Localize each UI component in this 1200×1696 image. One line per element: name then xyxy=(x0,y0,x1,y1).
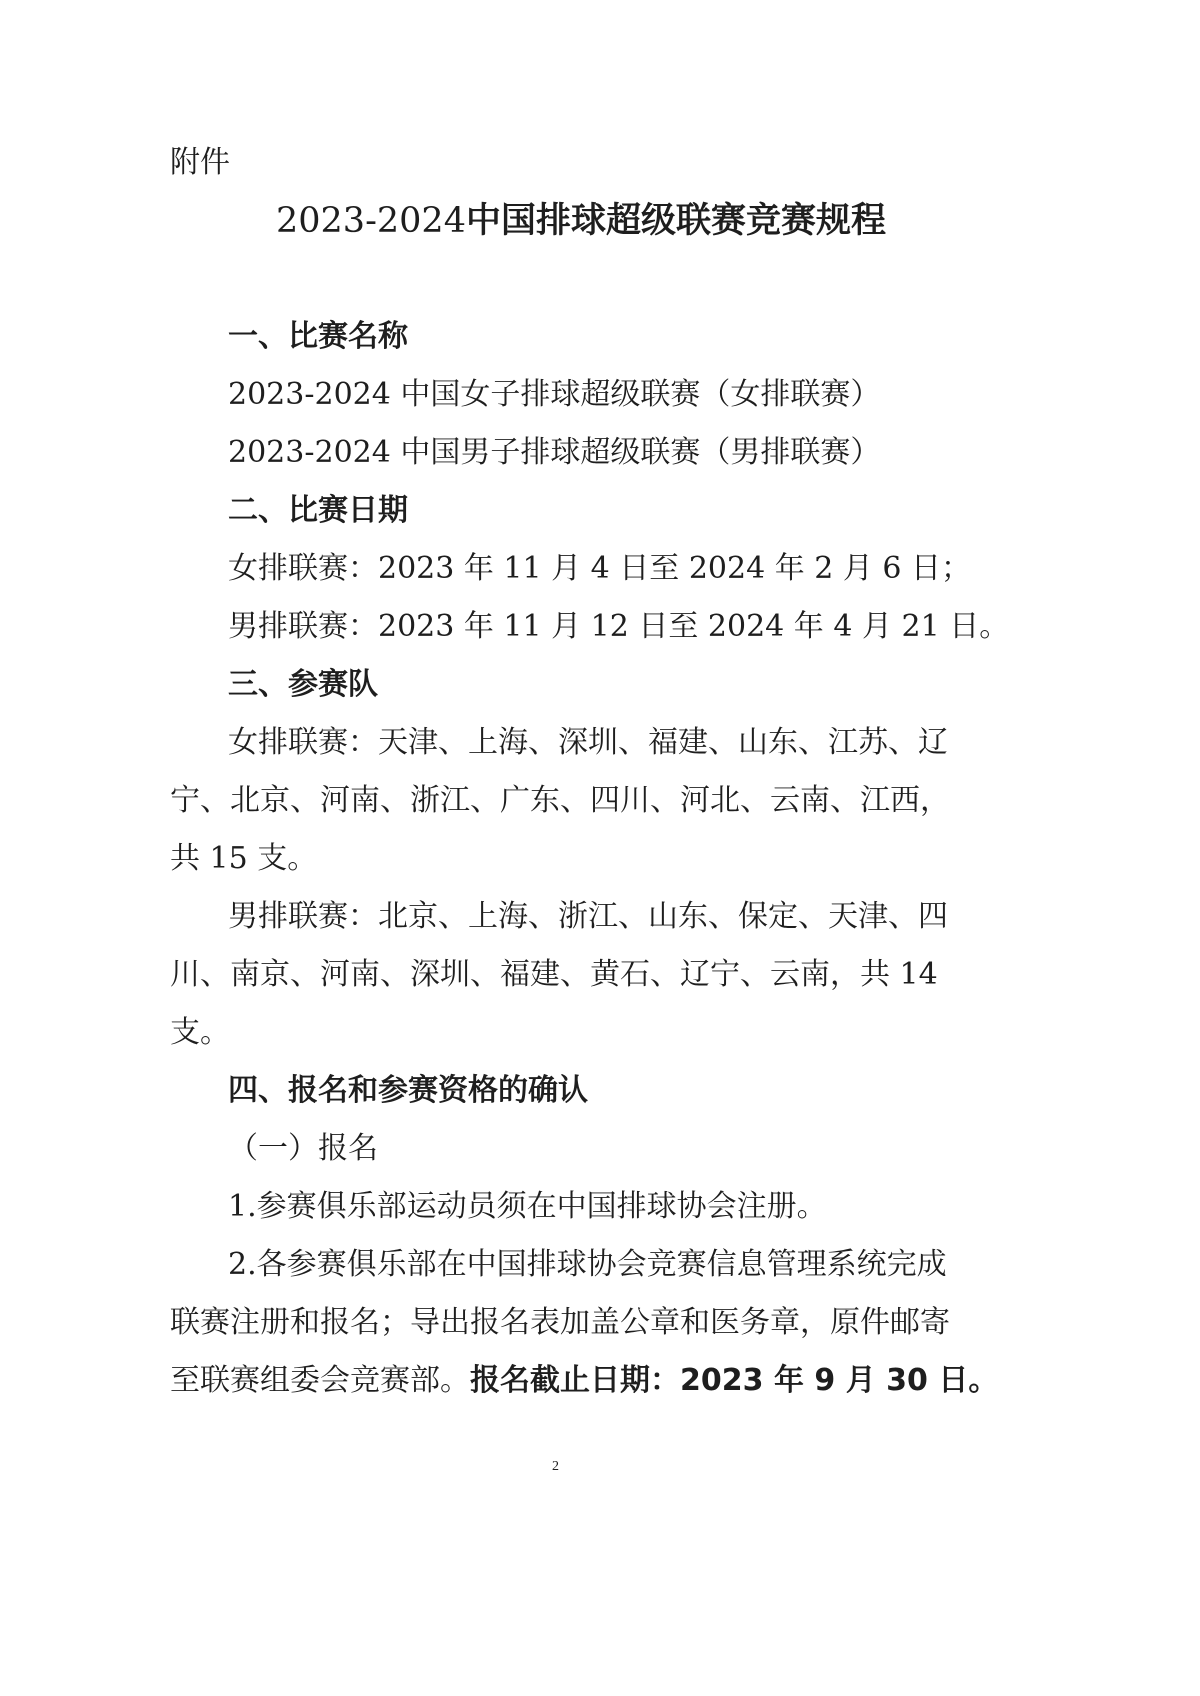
section-1-heading: 一、比赛名称 xyxy=(228,319,408,354)
section-2-line-1: 女排联赛：2023 年 11 月 4 日至 2024 年 2 月 6 日； xyxy=(228,551,972,586)
section-4-heading: 四、报名和参赛资格的确认 xyxy=(228,1073,588,1108)
men-teams-line-3: 支。 xyxy=(170,1015,230,1050)
women-teams-line-2: 宁、北京、河南、浙江、广东、四川、河北、云南、江西， xyxy=(170,783,950,818)
section-2-heading: 二、比赛日期 xyxy=(228,493,408,528)
title-year: 2023-2024 xyxy=(276,201,466,241)
registration-item-2-line-3 xyxy=(170,1363,999,1398)
section-2-line-2: 男排联赛：2023 年 11 月 12 日至 2024 年 4 月 21 日。 xyxy=(228,609,1010,644)
section-1-line-1: 2023-2024 中国女子排球超级联赛（女排联赛） xyxy=(228,377,881,412)
registration-item-2-text: 至联赛组委会竞赛部。 xyxy=(170,1363,470,1398)
page-number: 2 xyxy=(552,1459,559,1474)
section-1-line-2: 2023-2024 中国男子排球超级联赛（男排联赛） xyxy=(228,435,881,470)
section-3-heading: 三、参赛队 xyxy=(228,667,378,702)
registration-item-2-line-1: 2.各参赛俱乐部在中国排球协会竞赛信息管理系统完成 xyxy=(228,1247,947,1282)
title-text: 中国排球超级联赛竞赛规程 xyxy=(465,201,886,241)
attachment-label: 附件 xyxy=(170,145,230,180)
men-teams-line-1: 男排联赛：北京、上海、浙江、山东、保定、天津、四 xyxy=(228,899,948,934)
registration-deadline: 报名截止日期：2023 年 9 月 30 日。 xyxy=(470,1363,999,1398)
registration-item-2-line-2: 联赛注册和报名；导出报名表加盖公章和医务章，原件邮寄 xyxy=(170,1305,950,1340)
document-title xyxy=(276,201,886,241)
men-teams-line-2: 川、南京、河南、深圳、福建、黄石、辽宁、云南，共 14 xyxy=(170,957,938,992)
women-teams-line-1: 女排联赛：天津、上海、深圳、福建、山东、江苏、辽 xyxy=(228,725,948,760)
registration-item-1: 1.参赛俱乐部运动员须在中国排球协会注册。 xyxy=(228,1189,827,1224)
women-teams-line-3: 共 15 支。 xyxy=(170,841,318,876)
subsection-1-heading: （一）报名 xyxy=(228,1131,378,1166)
